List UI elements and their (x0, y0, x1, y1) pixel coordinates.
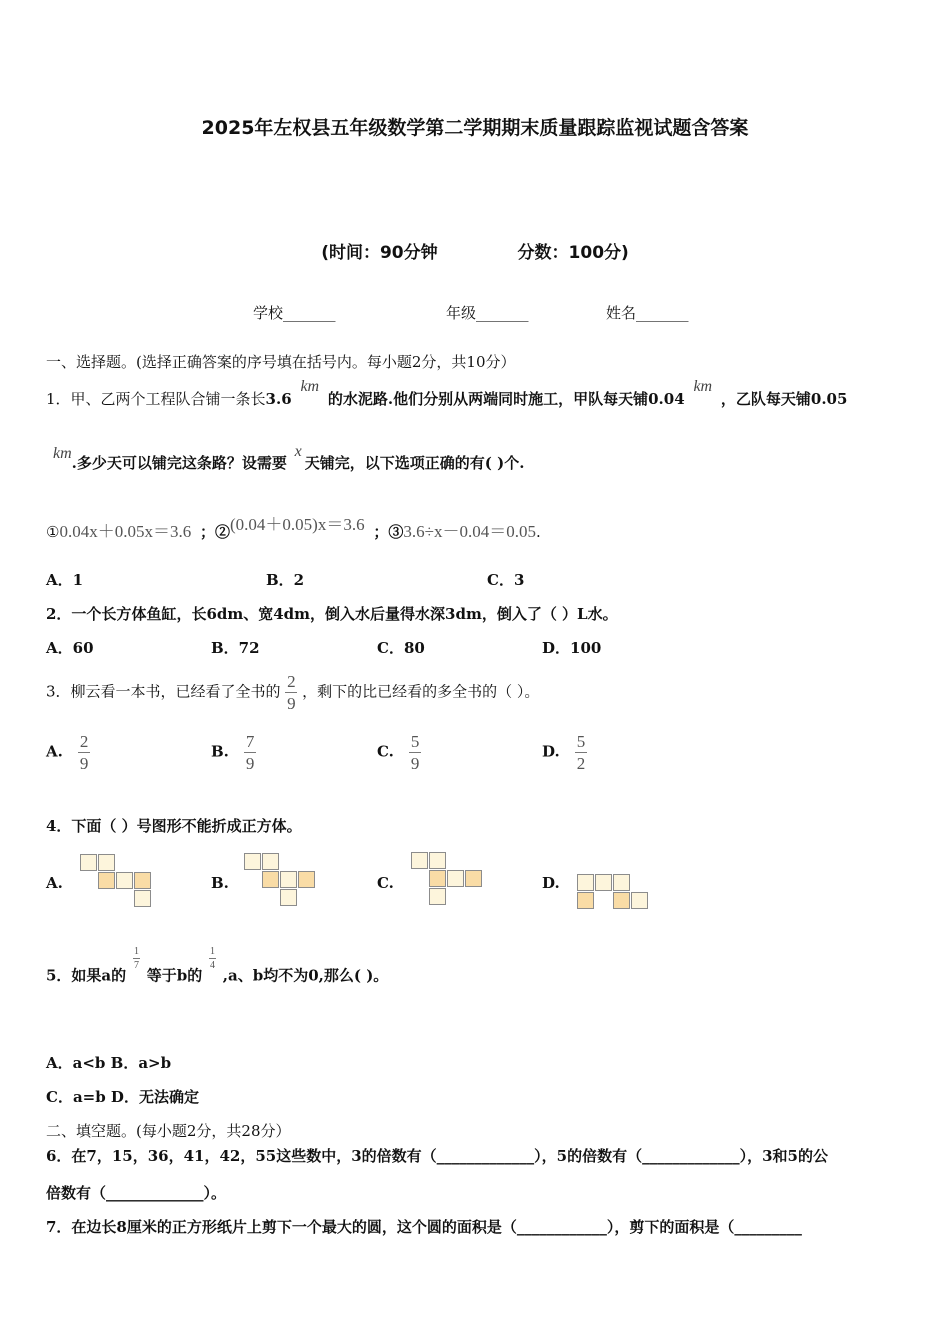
q1-choice-a[interactable]: A．1 (46, 571, 84, 589)
question-1-line-1: 1．甲、乙两个工程队合铺一条长3.6 km 的水泥路.他们分别从两端同时施工，甲队每天铺0.04 km ，乙队每天铺0.05 (46, 378, 848, 408)
grade-field[interactable]: 年级_______ (446, 304, 529, 322)
q5-choices-ab[interactable]: A．a<b B．a>b (46, 1054, 172, 1072)
name-field[interactable]: 姓名_______ (606, 304, 689, 322)
q4-choice-a[interactable]: A. (46, 874, 63, 892)
section-2-heading: 二、填空题。(每小题2分，共28分） (46, 1122, 291, 1140)
q3-choice-d[interactable]: D. $\frac{5}{2}$ (542, 732, 586, 773)
school-field[interactable]: 学校_______ (253, 304, 336, 322)
question-3: 3．柳云看一本书，已经看了全书的 $\frac{2}{9}$ ，剩下的比已经看的多全书的（ ）。 (46, 672, 540, 713)
fraction: $\frac{2}{9}$ (287, 672, 296, 713)
question-7-line-1: 7．在边长8厘米的正方形纸片上剪下一个最大的圆，这个圆的面积是（____________），剪下的面积是（_________ (46, 1218, 802, 1236)
exam-score: 分数：100分) (517, 243, 629, 263)
q4-choice-d[interactable]: D. (542, 874, 560, 892)
question-6-line-2: 倍数有（_____________）。 (46, 1184, 227, 1202)
q3-choice-c[interactable]: C. $\frac{5}{9}$ (377, 732, 420, 773)
q1-choice-b[interactable]: B．2 (266, 571, 305, 589)
question-1-line-2: km.多少天可以铺完这条路？设需要 x天铺完，以下选项正确的有( )个. (53, 443, 525, 472)
question-2: 2．一个长方体鱼缸，长6dm、宽4dm，倒入水后量得水深3dm，倒入了（ ）L水。 (46, 605, 618, 623)
q3-choice-a[interactable]: A. $\frac{2}{9}$ (46, 732, 89, 773)
section-1-heading: 一、选择题。(选择正确答案的序号填在括号内。每小题2分，共10分） (46, 353, 516, 371)
q3-choice-b[interactable]: B. $\frac{7}{9}$ (211, 732, 255, 773)
question-4: 4．下面（ ）号图形不能折成正方体。 (46, 817, 302, 835)
q2-choice-c[interactable]: C．80 (377, 639, 425, 657)
q4-choice-b[interactable]: B. (211, 874, 229, 892)
page-title: 2025年左权县五年级数学第二学期期末质量跟踪监视试题含答案 (201, 117, 749, 139)
question-5: 5．如果a的 $\frac{1}{7}$ 等于b的 $\frac{1}{4}$ ,a、b均不为0,那么( )。 (46, 946, 389, 985)
q2-choice-a[interactable]: A．60 (46, 639, 94, 657)
q2-choice-b[interactable]: B．72 (211, 639, 260, 657)
question-1-options: ①0.04x＋0.05x＝3.6 ；②(0.04＋0.05)x＝3.6 ；③3.6÷x－0.04＝0.05. (46, 515, 541, 541)
q1-choice-c[interactable]: C．3 (487, 571, 525, 589)
exam-time: (时间：90分钟 (321, 243, 438, 263)
q5-choices-cd[interactable]: C．a=b D．无法确定 (46, 1088, 199, 1106)
q2-choice-d[interactable]: D．100 (542, 639, 602, 657)
q4-choice-c[interactable]: C. (377, 874, 394, 892)
exam-time-score (0, 238, 950, 263)
question-6-line-1: 6．在7，15，36，41，42，55这些数中，3的倍数有（_____________），5的倍数有（_____________），3和5的公 (46, 1147, 828, 1165)
